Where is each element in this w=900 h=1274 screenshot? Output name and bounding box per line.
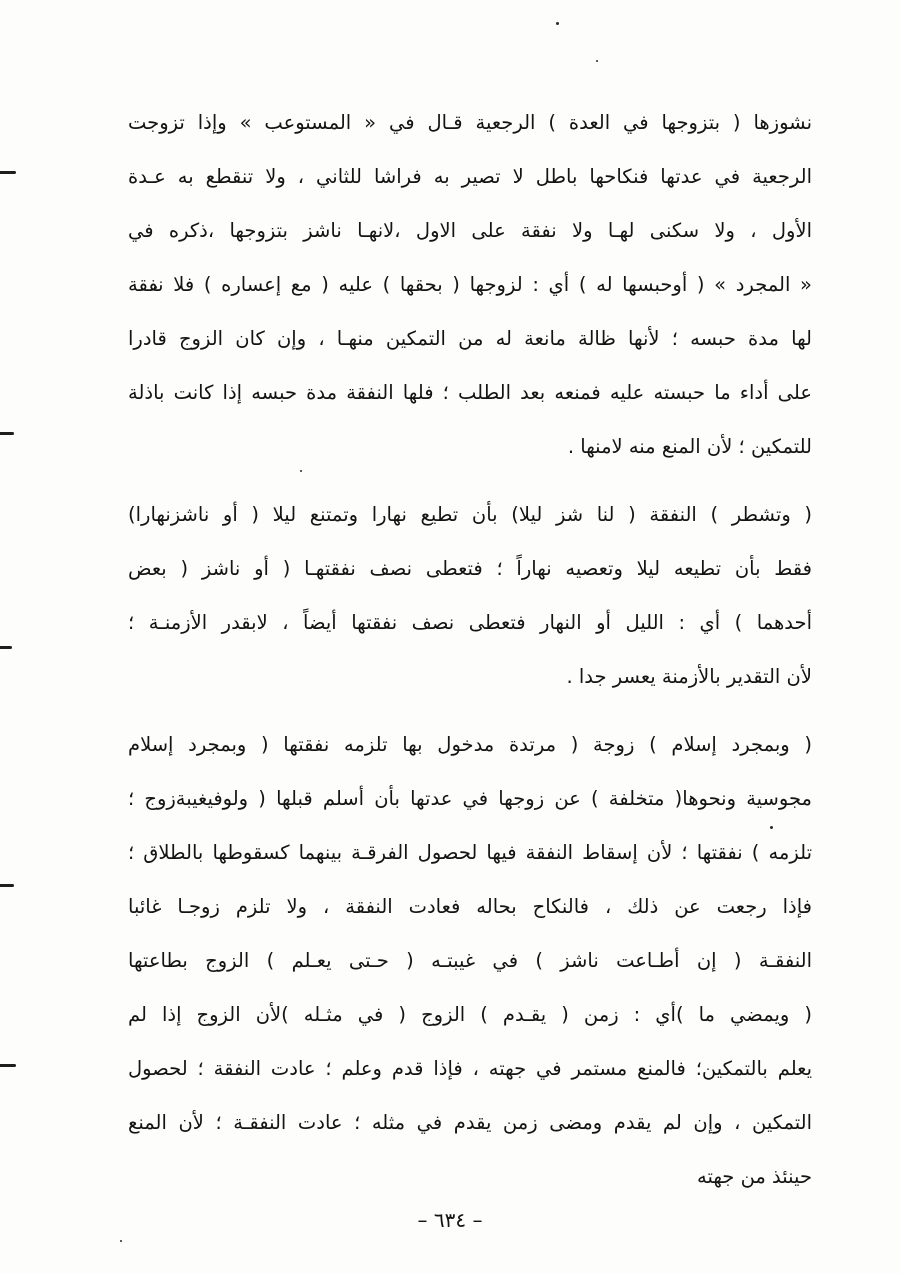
text-line: أحدهما ) أي : الليل أو النهار فتعطى نصف نفقتها أيضاً ، لابقدر الأزمنـة ؛ — [128, 611, 812, 634]
text-line: للتمكين ؛ لأن المنع منه لامنها . — [567, 435, 812, 458]
edge-mark — [0, 884, 14, 887]
text-line: نشوزها ( بتزوجها في العدة ) الرجعية قـال في « المستوعب » وإذا تزوجت — [128, 111, 812, 134]
edge-mark — [0, 1064, 16, 1067]
edge-mark — [0, 432, 14, 435]
text-line: لها مدة حبسه ؛ لأنها ظالة مانعة له من التمكين منهـا ، وإن كان الزوج قادرا — [128, 327, 812, 350]
paragraph-2 — [128, 488, 812, 704]
scan-speck — [120, 1240, 122, 1242]
body-text — [128, 96, 812, 1204]
text-line: ( وبمجرد إسلام ) زوجة ( مرتدة مدخول بها تلزمه نفقتها ( وبمجرد إسلام — [128, 733, 812, 756]
text-line: الرجعية في عدتها فنكاحها باطل لا تصير به فراشا للثاني ، ولا تنقطع به عـدة — [128, 165, 812, 188]
paragraph-3 — [128, 718, 812, 1204]
paragraph-1 — [128, 96, 812, 474]
text-line: حينئذ من جهته — [696, 1165, 812, 1188]
text-line: على أداء ما حبسته عليه فمنعه بعد الطلب ؛ فلها النفقة مدة حبسه إذا كانت باذلة — [128, 381, 812, 404]
text-line: لأن التقدير بالأزمنة يعسر جدا . — [566, 665, 812, 688]
text-line: التمكين ، وإن لم يقدم ومضى زمن يقدم في مثله ؛ عادت النفقـة ؛ لأن المنع — [128, 1111, 812, 1134]
text-line: « المجرد » ( أوحبسها له ) أي : لزوجها ( بحقها ) عليه ( مع إعساره ) فلا نفقة — [128, 273, 812, 296]
text-line: فقط بأن تطيعه ليلا وتعصيه نهاراً ؛ فتعطى نصف نفقتهـا ( أو ناشز ( بعض — [128, 557, 812, 580]
text-line: يعلم بالتمكين؛ فالمنع مستمر في جهته ، فإذا قدم وعلم ؛ عادت النفقة ؛ لحصول — [128, 1057, 812, 1080]
edge-mark — [0, 646, 12, 649]
text-line: ( وتشطر ) النفقة ( لنا شز ليلا) بأن تطيع نهارا وتمتنع ليلا ( أو ناشزنهارا) — [128, 503, 812, 526]
page-number: – ٦٣٤ – — [417, 1208, 483, 1232]
text-line: ( ويمضي ما )أي : زمن ( يقـدم ) الزوج ( في مثـله )لأن الزوج إذا لم — [128, 1003, 812, 1026]
text-line: مجوسية ونحوها( متخلفة ) عن زوجها في عدتها بأن أسلم قبلها ( ولوفيغيبةزوج ؛ — [128, 787, 812, 810]
scan-speck — [596, 60, 598, 62]
text-line: الأول ، ولا سكنى لهـا ولا نفقة على الاول ،لانهـا ناشز بتزوجها ،ذكره في — [128, 219, 812, 242]
text-line: تلزمه ) نفقتها ؛ لأن إسقاط النفقة فيها لحصول الفرقـة بينهما كسقوطها بالطلاق ؛ — [128, 841, 812, 864]
scan-speck — [556, 22, 559, 25]
text-line: النفقـة ( إن أطـاعت ناشز ) في غيبتـه ( حـتى يعـلم ) الزوج بطاعتها — [128, 949, 812, 972]
edge-mark — [0, 171, 16, 174]
text-line: فإذا رجعت عن ذلك ، فالنكاح بحاله فعادت النفقة ، ولا تلزم زوجـا غائبا — [128, 895, 812, 918]
